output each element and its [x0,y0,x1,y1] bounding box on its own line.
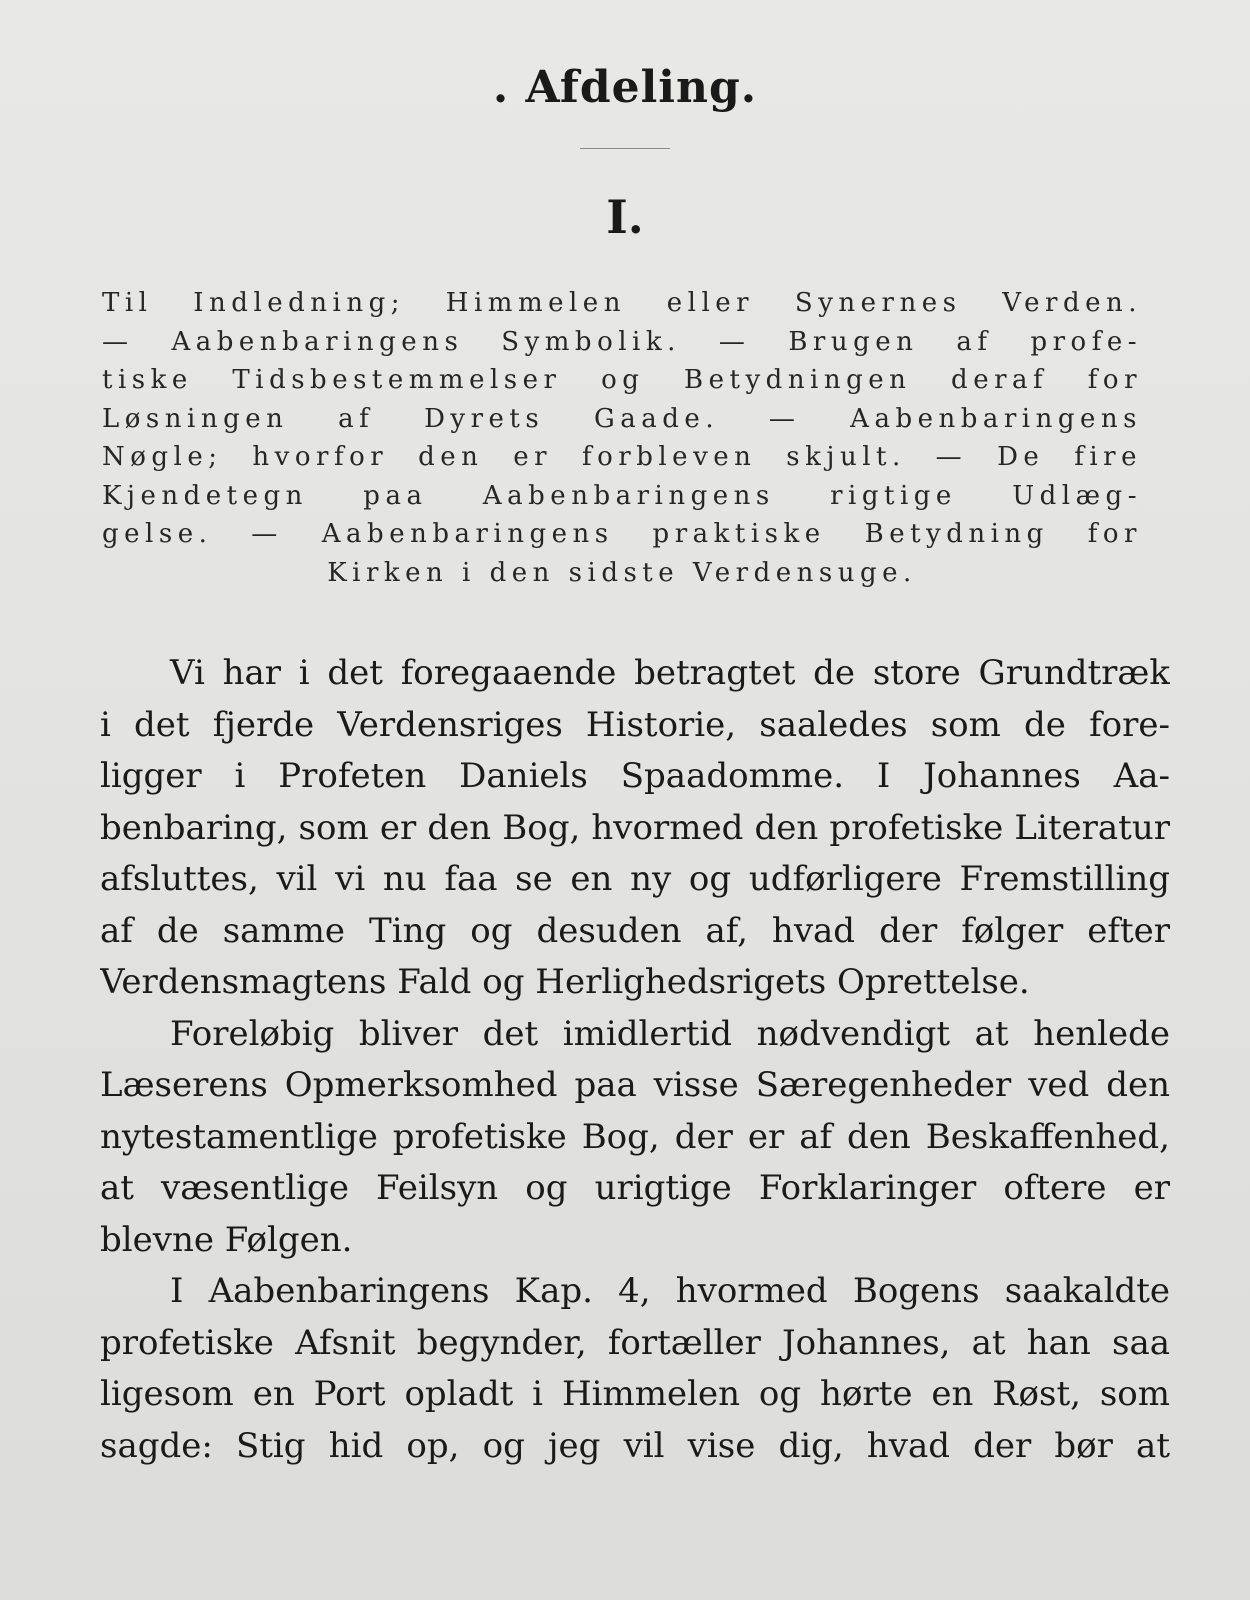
summary-line: Til Indledning; Himmelen eller Synernes Verden. [102,288,1142,318]
summary-line: — Aabenbaringens Symbolik. — Brugen af profe- [102,326,1142,357]
summary-line: gelse. — Aabenbaringens praktiske Betydning for [102,519,1142,549]
summary-line: Løsningen af Dyrets Gaade. — Aabenbaringens [102,403,1142,434]
body-line: Vi har i det foregaaende betragtet de store Grundtræk [170,653,1170,693]
body-line: Verdensmagtens Fald og Herlighedsrigets Oprettelse. [100,962,1030,1002]
body-line: sagde: Stig hid op, og jeg vil vise dig, hvad der bør at [100,1425,1170,1466]
chapter-numeral: I. [606,190,644,244]
body-line: ligger i Profeten Daniels Spaadomme. I Johannes Aa- [100,756,1170,796]
summary-line: Nøgle; hvorfor den er forbleven skjult. — De fire [102,442,1142,472]
summary-line: tiske Tidsbestemmelser og Betydningen deraf for [102,365,1142,395]
heading-divider [580,148,670,149]
body-line: af de samme Ting og desuden af, hvad der følger efter [100,910,1170,951]
chapter-summary [102,284,1142,592]
summary-line: Kjendetegn paa Aabenbaringens rigtige Udlæg- [102,480,1142,511]
body-line: profetiske Afsnit begynder, fortæller Johannes, at han saa [100,1322,1170,1363]
body-line: blevne Følgen. [100,1219,353,1260]
body-line: nytestamentlige profetiske Bog, der er af den Beskaffenhed, [100,1116,1170,1157]
body-line: at væsentlige Feilsyn og urigtige Forklaringer oftere er [100,1168,1170,1208]
body-line: afsluttes, vil vi nu faa se en ny og udførligere Fremstilling [100,859,1170,899]
body-line: I Aabenbaringens Kap. 4, hvormed Bogens saakaldte [170,1271,1170,1311]
body-line: benbaring, som er den Bog, hvormed den profetiske Literatur [100,807,1170,848]
body-line: Foreløbig bliver det imidlertid nødvendigt at henlede [170,1013,1170,1054]
summary-line: Kirken i den sidste Verdensuge. [327,557,917,588]
section-heading: . Afdeling. [492,62,758,113]
body-line: ligesom en Port opladt i Himmelen og hørte en Røst, som [100,1374,1170,1414]
body-text [100,648,1170,1472]
body-line: i det fjerde Verdensriges Historie, saaledes som de fore- [100,704,1170,745]
body-line: Læserens Opmerksomhed paa visse Særegenheder ved den [100,1065,1170,1105]
